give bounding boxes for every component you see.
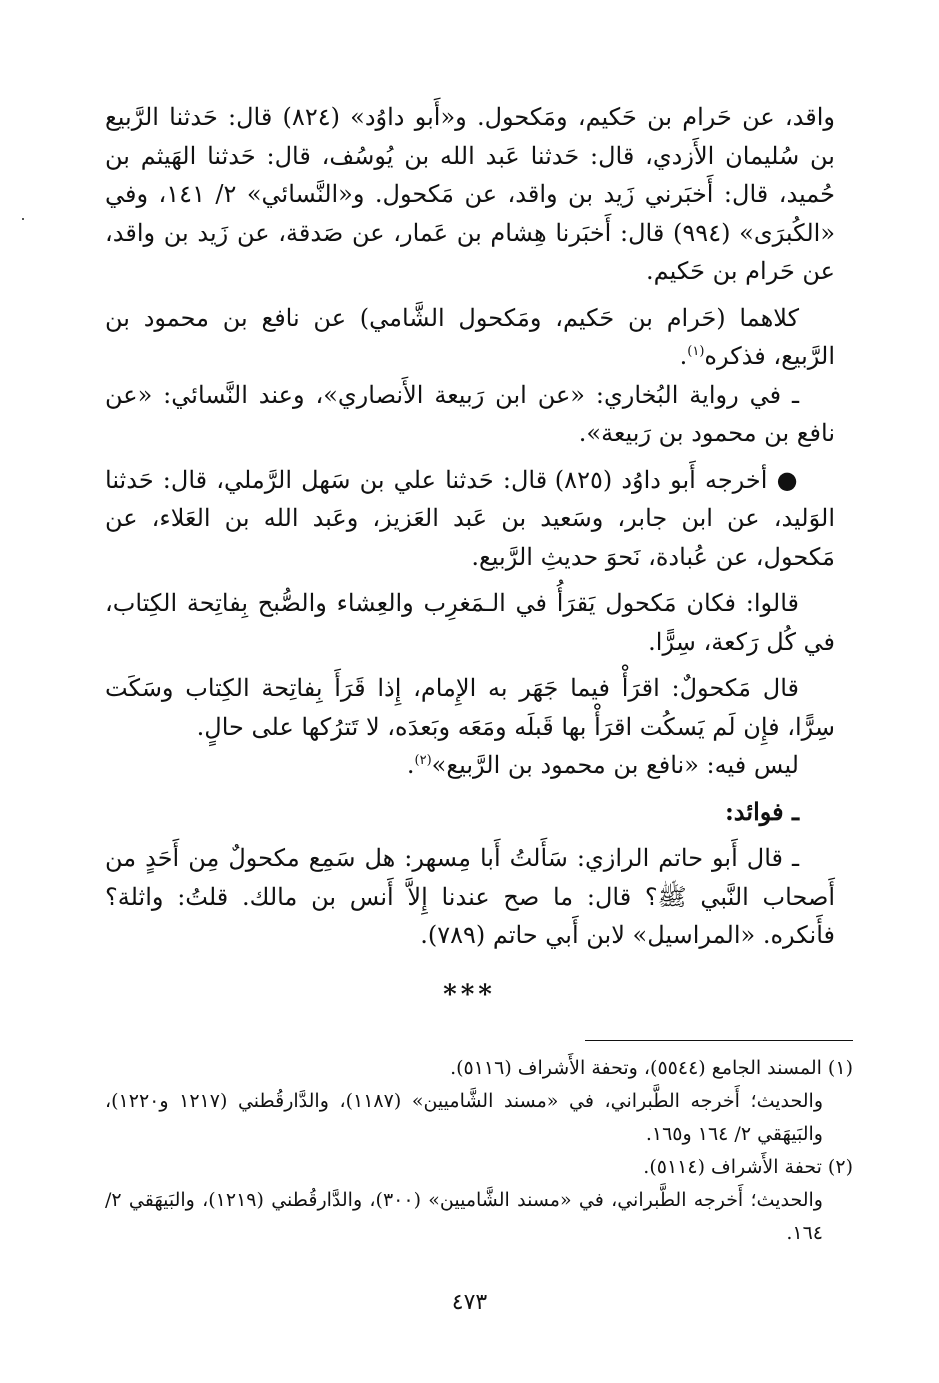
paragraph-isnad-1: واقد، عن حَرام بن حَكيم، ومَكحول. و«أَبو داوُد» (٨٢٤) قال: حَدثنا الرَّبيع بن سُليمان الأَزدي، قال: حَدثنا عَبد الله بن يُوسُف، قال: حَدثنا الهَيثم بن حُميد، قال: أَخبَرني زَيد بن واقد، عن مَكحول. و«النَّسائي» ٢/ ١٤١، وفي «الكُبرَى» (٩٩٤) قال: أَخبَرنا هِشام بن عَمار، عن صَدقة، عن زَيد بن واقد، عن حَرام بن حَكيم. bbox=[105, 103, 836, 285]
footnote-2-line-2: والحديث؛ أَخرجه الطَّبراني، في «مسند الشَّاميين» (٣٠٠)، والدَّارقُطني (١٢١٩)، والبَيهَقي ٢/ ١٦٤. bbox=[105, 1189, 823, 1244]
footnote-1-line-2: والحديث؛ أَخرجه الطَّبراني، في «مسند الشَّاميين» (١١٨٧)، والدَّارقُطني (١٢١٧ و١٢٢٠)، والبَيهَقي ٢/ ١٦٤ و١٦٥. bbox=[105, 1090, 823, 1145]
paragraph-makhul: قال مَكحولٌ: اقرَأْ فيما جَهَر به الإِمام، إِذا قَرَأَ بِفاتِحة الكِتاب وسَكَت سِرًّا، فإِن لَم يَسكُت اقرَأْ بها قَبلَه ومَعَه وبَعدَه، لا تَترُكها على حالٍ. bbox=[105, 674, 835, 741]
bullet-icon: ● bbox=[776, 464, 800, 494]
paragraph-riwaya-note: ـ في رواية البُخاري: «عن ابن رَبيعة الأَنصاري»، وعند النَّسائي: «عن نافع بن محمود بن رَبيعة». bbox=[105, 380, 835, 447]
section-heading-fawaid: ـ فوائد: bbox=[724, 796, 799, 826]
footnote-divider bbox=[585, 1040, 853, 1041]
page-number: ٤٧٣ bbox=[451, 1290, 488, 1315]
paragraph-laysa-fihi-end: . bbox=[406, 751, 415, 779]
paragraph-qalu: قالوا: فكان مَكحول يَقرَأُ في الـمَغرِب والعِشاء والصُّبح بِفاتِحة الكِتاب، في كُل رَكعة، سِرًّا. bbox=[105, 589, 835, 656]
footnote-1-line-1: (١) المسند الجامع (٥٥٤٤)، وتحفة الأَشراف (٥١١٦). bbox=[450, 1057, 853, 1079]
paragraph-isnad-2 bbox=[105, 299, 835, 376]
paragraph-abu-dawud bbox=[105, 461, 835, 577]
paragraph-abu-hatim: ـ قال أَبو حاتم الرازي: سَأَلتُ أَبا مِسهر: هل سَمِع مكحولٌ مِن أَحَدٍ من أَصحاب النَّبي ﷺ؟ قال: ما صح عندنا إِلاَّ أَنس بن مالك. قلتُ: واثلة؟ فأَنكره. «المراسيل» لابن أَبي حاتم (٧٨٩). bbox=[105, 844, 835, 949]
paragraph-laysa-fihi bbox=[105, 746, 835, 785]
footnote-ref-1: (١) bbox=[687, 344, 705, 359]
paragraph-abu-dawud-text: أخرجه أَبو داوُد (٨٢٥) قال: حَدثنا علي بن سَهل الرَّملي، قال: حَدثنا الوَليد، عن ابن جابر، وسَعيد بن عَبد العَزيز، وعَبد الله بن العَلاء، عن مَكحول، عن عُبادة، نَحوَ حديثِ الرَّبيع. bbox=[105, 465, 835, 571]
footnote-2-line-1: (٢) تحفة الأَشراف (٥١١٤). bbox=[643, 1156, 853, 1178]
section-separator: *** bbox=[443, 980, 496, 1010]
footnote-ref-2: (٢) bbox=[414, 753, 432, 768]
footnotes bbox=[105, 1052, 853, 1250]
paragraph-isnad-2-text: كلاهما (حَرام بن حَكيم، ومَكحول الشَّامي) عن نافع بن محمود بن الرَّبيع، فذكره bbox=[105, 303, 835, 370]
paragraph-laysa-fihi-text: ليس فيه: «نافع بن محمود بن الرَّبيع» bbox=[431, 751, 799, 779]
margin-mark bbox=[22, 218, 24, 220]
paragraph-isnad-2-end: . bbox=[679, 342, 688, 370]
main-text bbox=[105, 98, 835, 955]
